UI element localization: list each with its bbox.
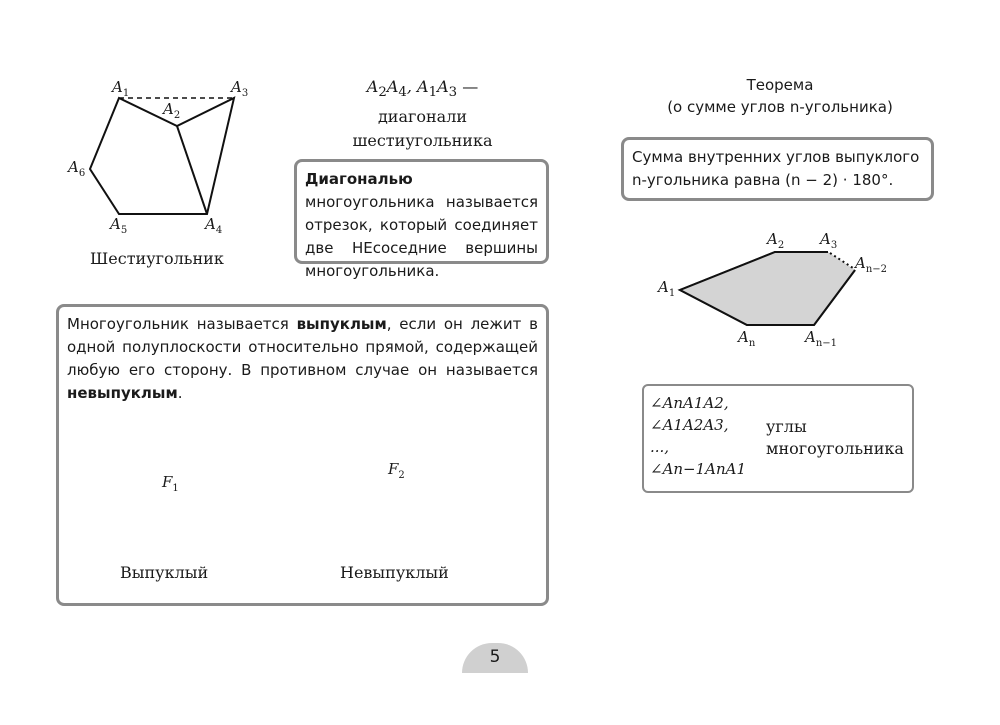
vertex-label: $A_3$ <box>231 78 249 99</box>
hexagon-caption: Шестиугольник <box>90 249 224 268</box>
theorem-heading: Теорема (о сумме углов n-угольника) <box>667 76 893 116</box>
vertex-label: $A_n$ <box>738 328 756 349</box>
theorem-box: Сумма внутренних углов выпуклого n-угольника равна (n − 2) · 180°. <box>621 137 934 201</box>
vertex-label: $A_6$ <box>68 158 86 179</box>
figure-label: $F_1$ <box>162 473 179 494</box>
vertex-label: $A_4$ <box>205 215 223 236</box>
vertex-label: $A_5$ <box>110 215 128 236</box>
convex-definition-box: Многоугольник называется выпуклым, если он лежит в одной полуплоскости относительно прямой, содержащей любую его сторону. В противном случае он называется невыпуклым. <box>56 304 549 606</box>
figure-label: $F_2$ <box>388 460 405 481</box>
vertex-label: $A_1$ <box>112 78 130 99</box>
hexagon-figure <box>90 98 234 214</box>
convex-caption: Выпуклый <box>120 563 209 582</box>
angles-label: углы многоугольника <box>766 417 904 458</box>
vertex-label: $A_{n-1}$ <box>805 328 838 349</box>
nonconvex-caption: Невыпуклый <box>340 563 449 582</box>
vertex-label: $A_1$ <box>658 278 676 299</box>
ngon-figure <box>680 252 855 325</box>
vertex-label: $A_3$ <box>820 230 838 251</box>
page-number: 5 <box>462 643 528 673</box>
vertex-label: $A_2$ <box>767 230 785 251</box>
angles-box <box>642 384 914 493</box>
diagonals-note: $A_2A_4$, $A_1A_3$ — диагонали шестиугольника <box>352 77 493 151</box>
diagonal-definition-box: Диагональю многоугольника называется отрезок, который соединяет две НЕсоседние вершины многоугольника. <box>294 159 549 264</box>
vertex-label: $A_{n-2}$ <box>855 254 888 275</box>
angles-list: ∠AnA1A2, ∠A1A2A3, ..., ∠An−1AnA1 <box>650 394 747 478</box>
vertex-label: $A_2$ <box>163 100 181 121</box>
